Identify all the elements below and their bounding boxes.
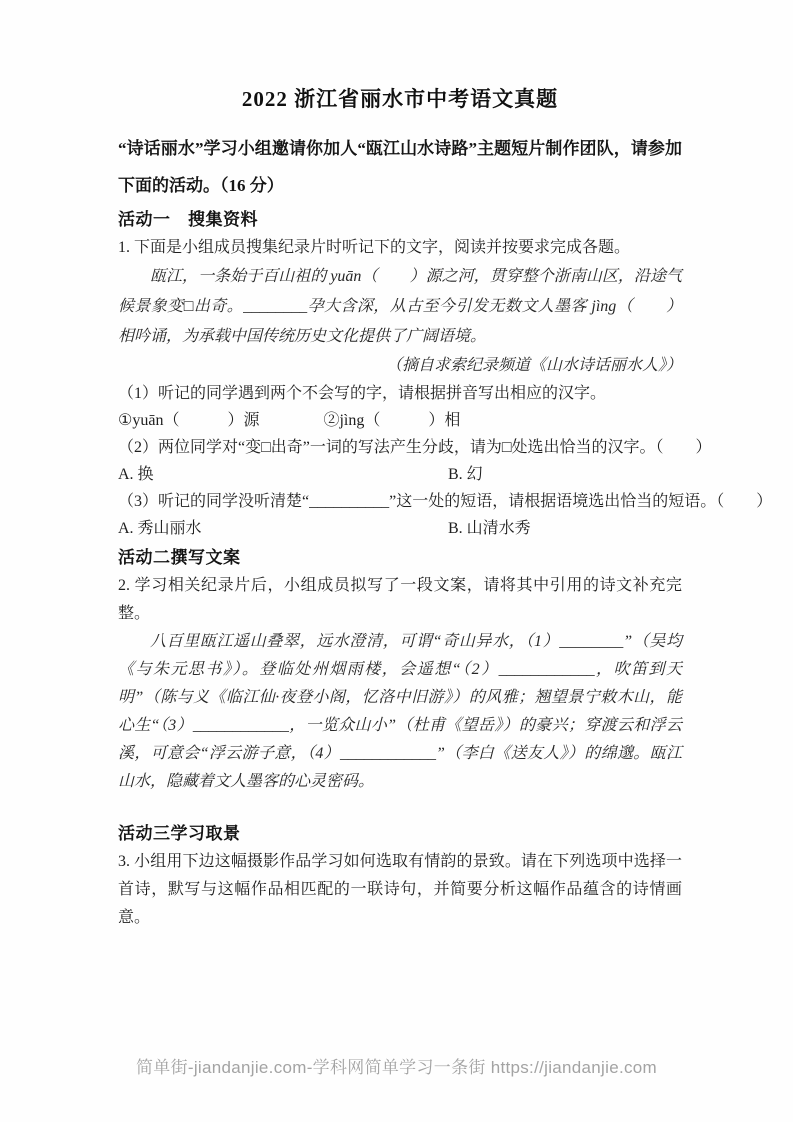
question-3: 3. 小组用下边这幅摄影作品学习如何选取有情韵的景致。请在下列选项中选择一首诗，默写与这幅作品相匹配的一联诗句，并简要分析这幅作品蕴含的诗情画意。 xyxy=(118,853,682,926)
option-1-3-b: B. 山清水秀 xyxy=(448,520,531,537)
passage-2: 八百里瓯江遥山叠翠，远水澄清，可谓“奇山异水，（1）________”（吴均《与朱元思书》）。登临处州烟雨楼，会遥想“（2）____________，吹笛到天明”（陈与义《临江仙·夜登小阁，忆洛中旧游》）的风雅；翘望景宁敕木山，能心生“（3）____________，一览众山小”（杜甫《望岳》）的豪兴；穿渡云和浮云溪，可意会“浮云游子意，（4）____________”（李白《送友人》）的绵邈。瓯江山水，隐藏着文人墨客的心灵密码。 xyxy=(118,633,682,790)
sub-question-1-1: （1）听记的同学遇到两个不会写的字，请根据拼音写出相应的汉字。 xyxy=(118,385,607,402)
intro-paragraph: “诗话丽水”学习小组邀请你加人“瓯江山水诗路”主题短片制作团队，请参加下面的活动。（16 分） xyxy=(118,139,682,195)
option-row-1-3 xyxy=(118,515,682,542)
passage-1: 瓯江，一条始于百山祖的 yuān（ ）源之河，贯穿整个浙南山区，沿途气候景象变□出奇。________孕大含深，从古至今引发无数文人墨客 jìng（ ）相吟诵，为承载中国传统历史文化提供了广阔语境。 xyxy=(118,268,682,345)
sub-question-1-2: （2）两位同学对“变□出奇”一词的写法产生分歧，请为□处选出恰当的汉字。（ ） xyxy=(118,439,712,456)
activity2-heading: 活动二撰写文案 xyxy=(118,548,241,567)
pinyin-blank-line: ①yuān（ ）源 ②jìng（ ）相 xyxy=(118,412,461,429)
option-1-2-b: B. 幻 xyxy=(448,466,483,483)
activity1-heading: 活动一 搜集资料 xyxy=(118,210,258,229)
passage-1-source: （摘自求索纪录频道《山水诗话丽水人》） xyxy=(385,357,682,374)
question-1: 1. 下面是小组成员搜集纪录片时听记下的文字，阅读并按要求完成各题。 xyxy=(118,239,631,256)
question-2: 2. 学习相关纪录片后，小组成员拟写了一段文案，请将其中引用的诗文补充完整。 xyxy=(118,577,682,622)
option-1-3-a: A. 秀山丽水 xyxy=(118,520,202,537)
option-1-2-a: A. 换 xyxy=(118,466,154,483)
page-title: 2022 浙江省丽水市中考语文真题 xyxy=(241,87,559,111)
option-row-1-2 xyxy=(118,461,682,488)
sub-question-1-3: （3）听记的同学没听清楚“__________”这一处的短语，请根据语境选出恰当的短语。（ ） xyxy=(118,493,773,510)
activity3-heading: 活动三学习取景 xyxy=(118,824,241,843)
footer-watermark: 简单街-jiandanjie.com-学科网简单学习一条街 https://jiandanjie.com xyxy=(135,1058,658,1077)
document-content xyxy=(118,86,773,932)
